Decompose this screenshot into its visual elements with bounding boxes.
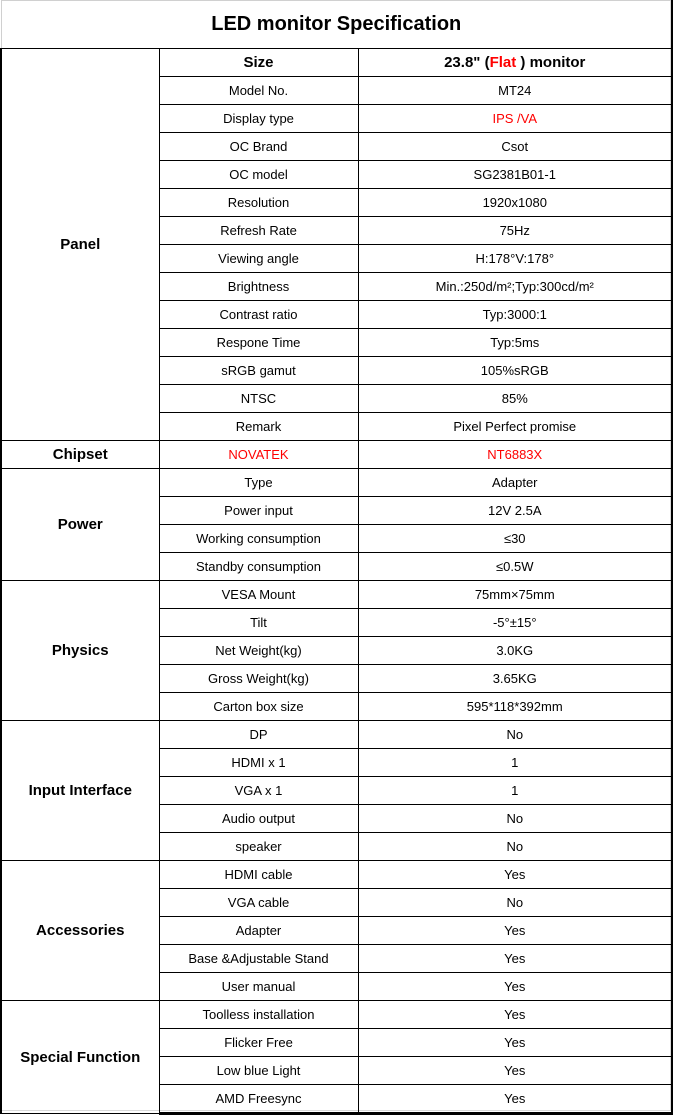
spec-value: 75mm×75mm (358, 581, 672, 609)
spec-value: No (358, 721, 672, 749)
table-row-size (1, 49, 672, 77)
spec-label: OC Brand (159, 133, 358, 161)
spec-label: Flicker Free (159, 1029, 358, 1057)
spec-value: H:178°V:178° (358, 245, 672, 273)
group-label: Special Function (1, 1001, 159, 1114)
group-label: Panel (1, 49, 159, 441)
group-label: Physics (1, 581, 159, 721)
spec-label: Working consumption (159, 525, 358, 553)
spec-value: Yes (358, 1001, 672, 1029)
spec-label: Brightness (159, 273, 358, 301)
spec-value: 85% (358, 385, 672, 413)
table-row (1, 469, 672, 497)
spec-value: Yes (358, 861, 672, 889)
spec-label: Remark (159, 413, 358, 441)
table-row (1, 721, 672, 749)
spec-label: Low blue Light (159, 1057, 358, 1085)
spec-value: Yes (358, 1029, 672, 1057)
spec-value: Typ:3000:1 (358, 301, 672, 329)
spec-label: sRGB gamut (159, 357, 358, 385)
spec-label: VGA cable (159, 889, 358, 917)
table-row (1, 1001, 672, 1029)
spec-label: Carton box size (159, 693, 358, 721)
spec-label: NTSC (159, 385, 358, 413)
spec-value: NT6883X (358, 441, 672, 469)
spec-value: 105%sRGB (358, 357, 672, 385)
spec-label: HDMI x 1 (159, 749, 358, 777)
spec-label: NOVATEK (159, 441, 358, 469)
spec-value: -5°±15° (358, 609, 672, 637)
spec-value: 3.0KG (358, 637, 672, 665)
spec-value: MT24 (358, 77, 672, 105)
group-label: Chipset (1, 441, 159, 469)
spec-label: Toolless installation (159, 1001, 358, 1029)
spec-value: SG2381B01-1 (358, 161, 672, 189)
spec-value: Yes (358, 917, 672, 945)
spec-value: Pixel Perfect promise (358, 413, 672, 441)
spec-label: Base &Adjustable Stand (159, 945, 358, 973)
title-row (1, 1, 672, 49)
group-label: Input Interface (1, 721, 159, 861)
spec-value: 1920x1080 (358, 189, 672, 217)
table-row (1, 441, 672, 469)
spec-label: Gross Weight(kg) (159, 665, 358, 693)
spec-value: Adapter (358, 469, 672, 497)
table-row (1, 861, 672, 889)
spec-value: ≤30 (358, 525, 672, 553)
spec-label: OC model (159, 161, 358, 189)
spec-value: 3.65KG (358, 665, 672, 693)
spec-value: No (358, 833, 672, 861)
spec-value: No (358, 805, 672, 833)
size-value-prefix: 23.8" ( (444, 54, 490, 71)
page-title: LED monitor Specification (1, 1, 672, 49)
spec-value: Min.:250d/m²;Typ:300cd/m² (358, 273, 672, 301)
spec-value: IPS /VA (358, 105, 672, 133)
spec-label: Type (159, 469, 358, 497)
size-value-suffix: ) monitor (516, 54, 586, 71)
spec-label: Net Weight(kg) (159, 637, 358, 665)
spec-label: Refresh Rate (159, 217, 358, 245)
size-value (358, 49, 672, 77)
spec-value: Csot (358, 133, 672, 161)
spec-value: 12V 2.5A (358, 497, 672, 525)
spec-value: Yes (358, 973, 672, 1001)
spec-label: DP (159, 721, 358, 749)
spec-value: 1 (358, 749, 672, 777)
spec-label: Power input (159, 497, 358, 525)
spec-value: No (358, 889, 672, 917)
spec-label: VESA Mount (159, 581, 358, 609)
spec-label: Resolution (159, 189, 358, 217)
spec-label: Standby consumption (159, 553, 358, 581)
group-label: Power (1, 469, 159, 581)
spec-label: Tilt (159, 609, 358, 637)
size-value-highlight: Flat (489, 54, 517, 71)
spec-value: ≤0.5W (358, 553, 672, 581)
spec-value: Yes (358, 945, 672, 973)
spec-value: Yes (358, 1057, 672, 1085)
size-label: Size (159, 49, 358, 77)
spec-value: Typ:5ms (358, 329, 672, 357)
spec-label: Viewing angle (159, 245, 358, 273)
spec-label: VGA x 1 (159, 777, 358, 805)
spec-label: HDMI cable (159, 861, 358, 889)
spec-label: Display type (159, 105, 358, 133)
spec-label: Contrast ratio (159, 301, 358, 329)
spec-value: 595*118*392mm (358, 693, 672, 721)
spec-value: Yes (358, 1085, 672, 1114)
spec-label: speaker (159, 833, 358, 861)
spec-label: Audio output (159, 805, 358, 833)
spec-label: AMD Freesync (159, 1085, 358, 1114)
spec-label: User manual (159, 973, 358, 1001)
spec-label: Model No. (159, 77, 358, 105)
table-row (1, 581, 672, 609)
spec-value: 1 (358, 777, 672, 805)
group-label: Accessories (1, 861, 159, 1001)
spec-label: Respone Time (159, 329, 358, 357)
spec-label: Adapter (159, 917, 358, 945)
spec-value: 75Hz (358, 217, 672, 245)
